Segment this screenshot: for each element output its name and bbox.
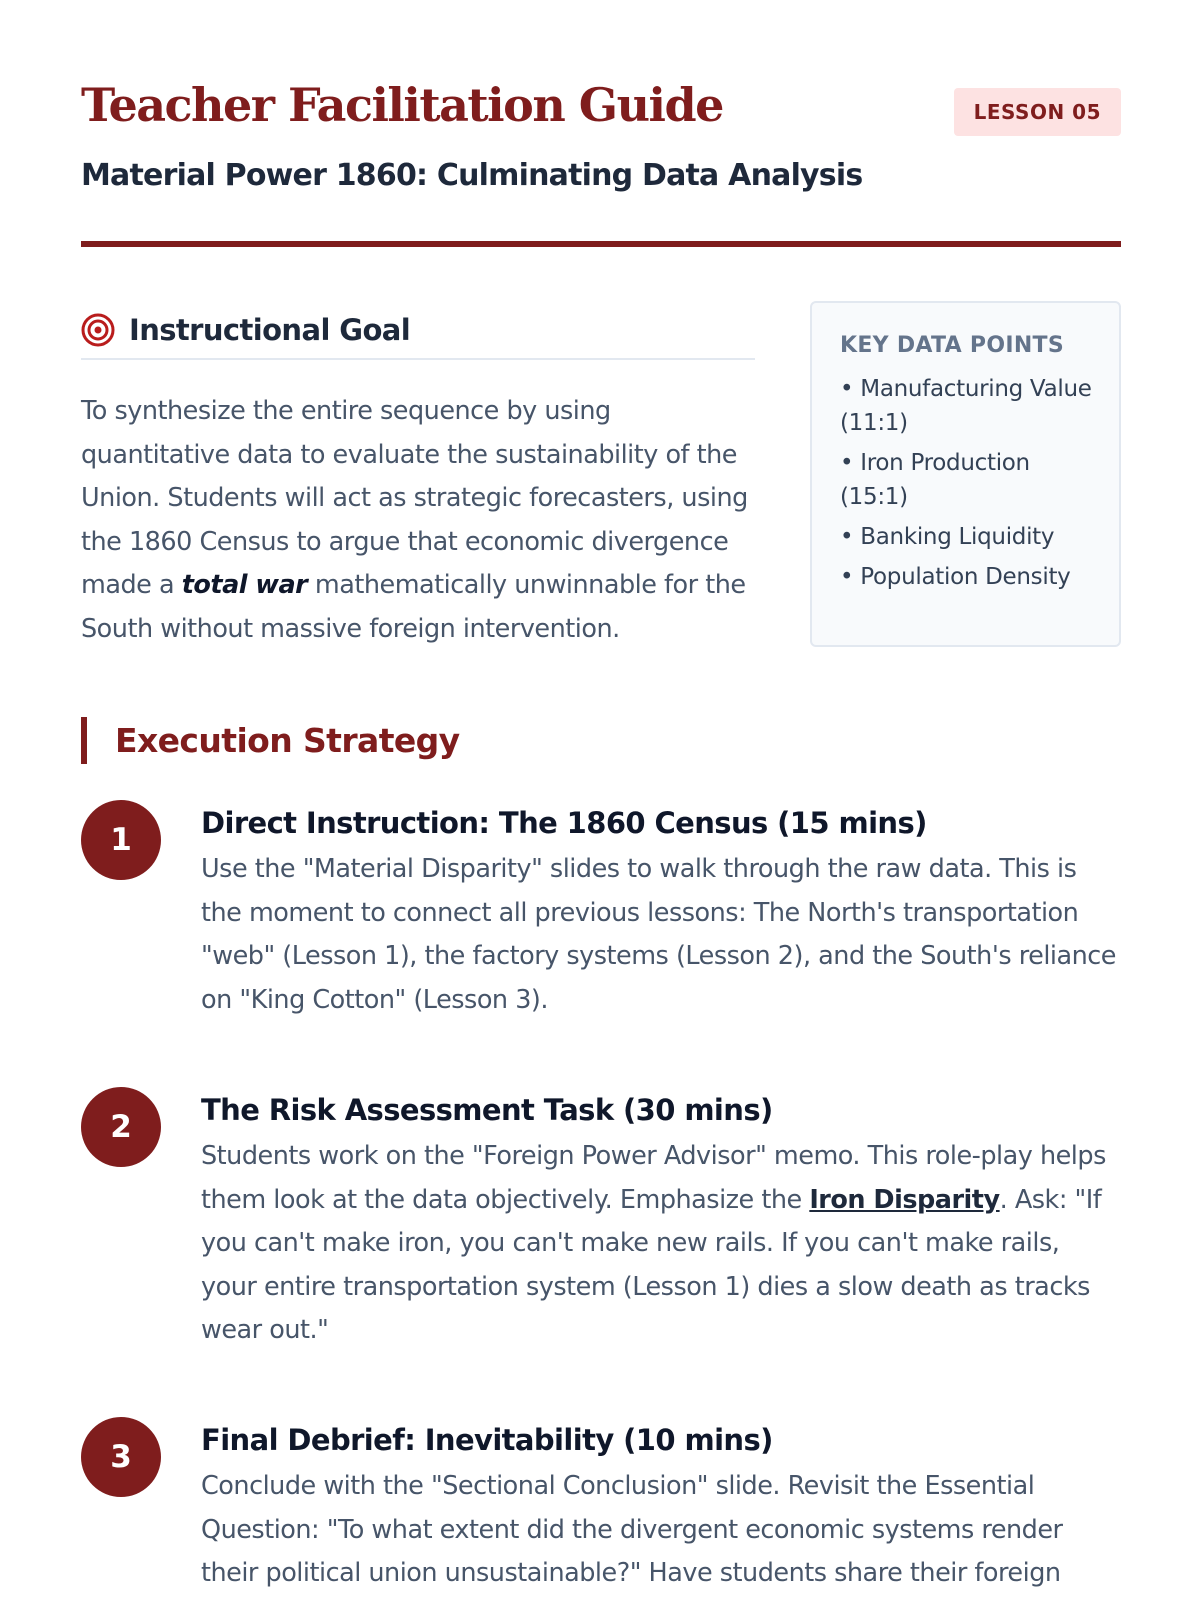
step-description: Conclude with the "Sectional Conclusion" slide. Revisit the Essential Question: "To what extent did the divergent economic systems render their political union unsustainable?" Have students share their foreign	[201, 1471, 1063, 1588]
step-number-badge: 2	[81, 1087, 161, 1167]
step-title: Direct Instruction: The 1860 Census (15 mins)	[201, 806, 927, 840]
key-data-points-box	[810, 301, 1121, 647]
step-title: The Risk Assessment Task (30 mins)	[201, 1093, 773, 1127]
goal-text-part: To synthesize the entire sequence by using quantitative data to evaluate the sustainability of the Union. Students will act as strategic forecasters, using the 1860 Census to argue that economic divergence made a	[81, 396, 748, 600]
page-title: Teacher Facilitation Guide	[81, 78, 723, 132]
instructional-goal-text	[81, 390, 755, 651]
instructional-goal-section	[81, 302, 755, 677]
instructional-goal-title: Instructional Goal	[129, 313, 411, 347]
step-body	[201, 1091, 1121, 1378]
header-divider	[81, 241, 1121, 247]
key-data-title: KEY DATA POINTS	[840, 333, 1065, 358]
iron-disparity-highlight: Iron Disparity	[809, 1184, 1000, 1215]
step-description: Use the "Material Disparity" slides to walk through the raw data. This is the moment to connect all previous lessons: The North's transportation "web" (Lesson 1), the factory systems (Lesson 2), and the South's reliance on "King Cotton" (Lesson 3).	[201, 854, 1116, 1015]
execution-strategy-title: Execution Strategy	[115, 721, 460, 760]
step-number-badge: 3	[81, 1417, 161, 1497]
goal-emphasis: total war	[181, 570, 308, 600]
execution-strategy-heading	[81, 717, 460, 764]
step-body	[201, 804, 1121, 1048]
key-data-item: • Manufacturing Value (11:1)	[840, 376, 1092, 436]
step-text-part: . Ask: "If you can't make iron, you can't make new rails. If you can't make rails, your entire transportation system (Lesson 1) dies a slow death as tracks wear out."	[201, 1184, 1102, 1345]
target-icon	[81, 313, 115, 347]
page-subtitle: Material Power 1860: Culminating Data Analysis	[81, 158, 863, 193]
step-body	[201, 1421, 1121, 1600]
step-title: Final Debrief: Inevitability (10 mins)	[201, 1423, 773, 1457]
goal-text-part: mathematically unwinnable for the South without massive foreign intervention.	[81, 570, 746, 644]
key-data-list	[840, 372, 1093, 594]
facilitation-guide-page	[81, 0, 1121, 1600]
key-data-item: • Banking Liquidity	[840, 524, 1055, 550]
instructional-goal-header	[81, 302, 755, 360]
lesson-badge: LESSON 05	[954, 88, 1121, 136]
key-data-item: • Population Density	[840, 564, 1071, 590]
key-data-item: • Iron Production (15:1)	[840, 450, 1030, 510]
guide-header	[81, 78, 1121, 193]
step-text-part: Students work on the "Foreign Power Advisor" memo. This role-play helps them look at the data objectively. Emphasize the	[201, 1141, 1106, 1215]
step-description	[201, 1135, 1121, 1353]
step-number-badge: 1	[81, 800, 161, 880]
